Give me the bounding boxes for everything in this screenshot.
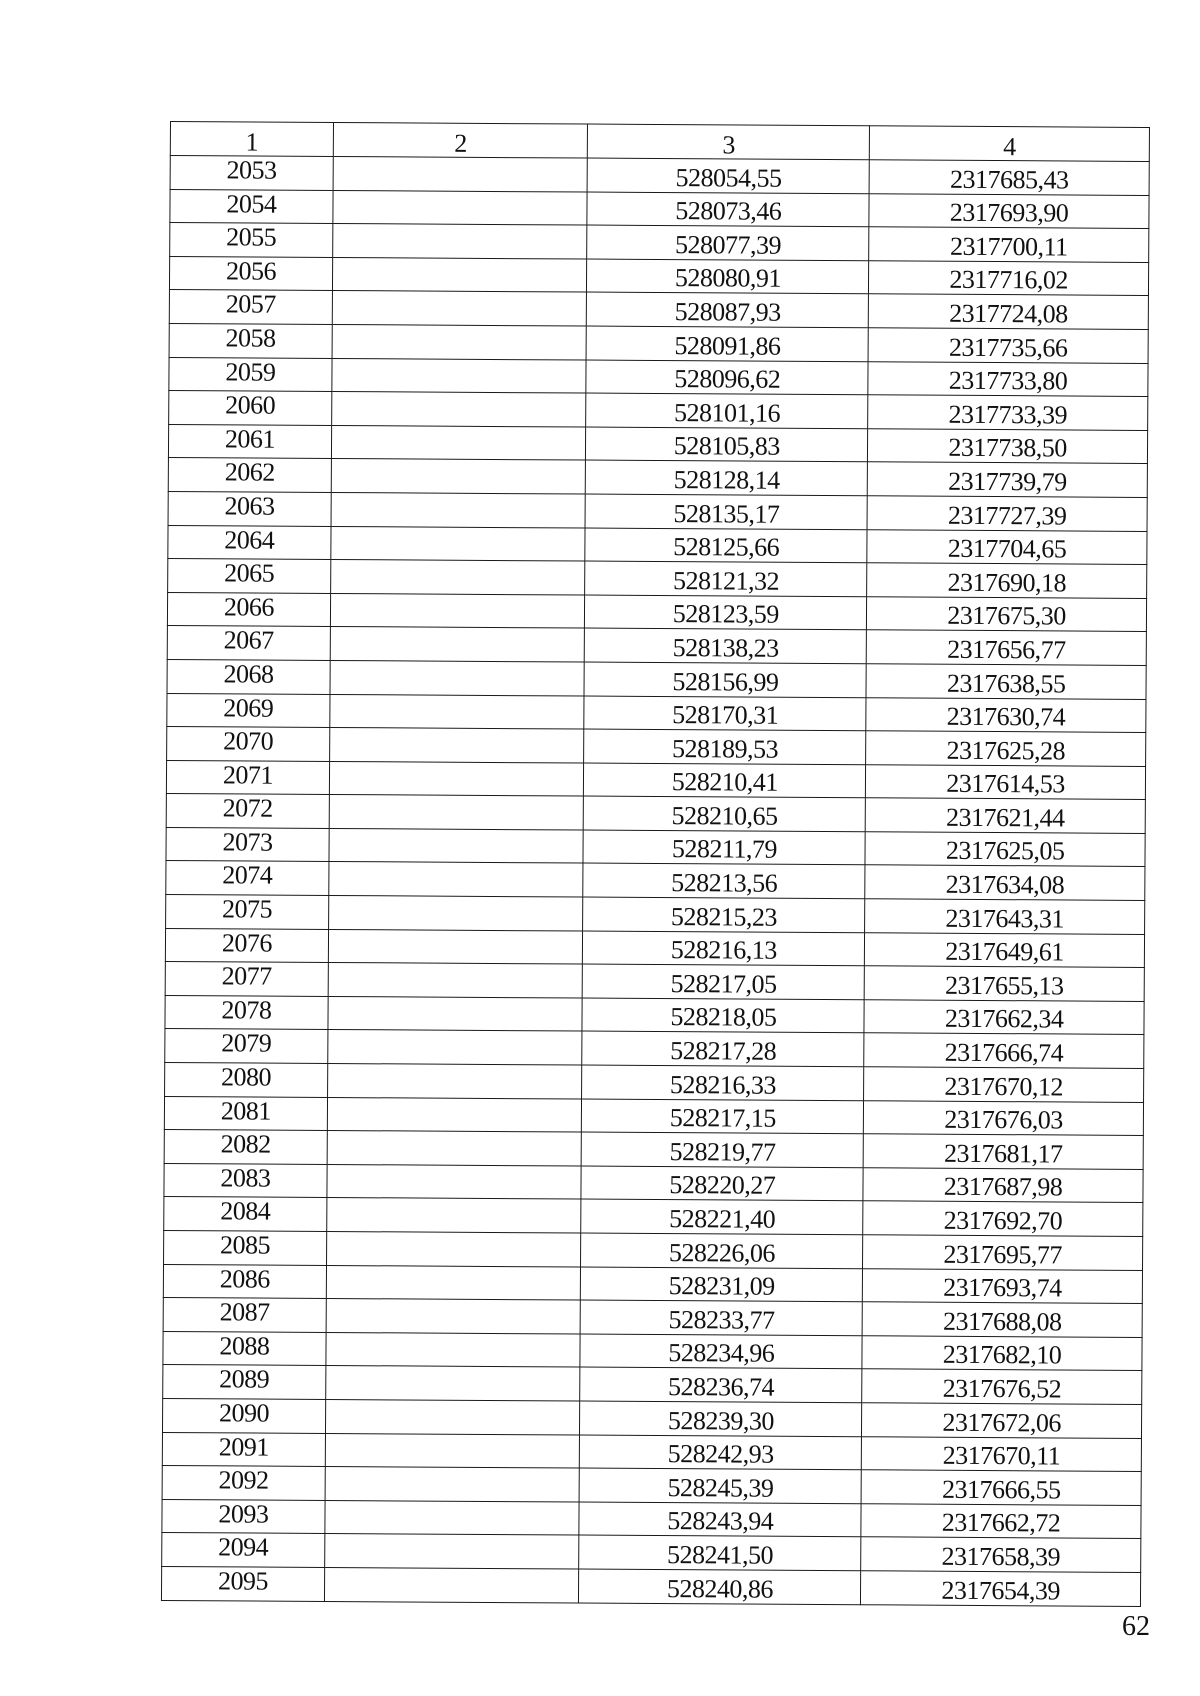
- page-number: 62: [1122, 1611, 1150, 1642]
- empty-cell: [325, 1467, 580, 1502]
- x-coordinate-cell: 528234,96: [580, 1334, 862, 1369]
- point-number-cell: 2084: [164, 1197, 327, 1232]
- y-coordinate-cell: 2317693,74: [863, 1268, 1143, 1303]
- empty-cell: [332, 291, 587, 326]
- x-coordinate-cell: 528125,66: [585, 528, 867, 563]
- point-number-cell: 2092: [162, 1466, 325, 1501]
- y-coordinate-cell: 2317634,08: [865, 865, 1145, 900]
- x-coordinate-cell: 528231,09: [581, 1267, 863, 1302]
- empty-cell: [327, 1097, 582, 1132]
- point-number-cell: 2074: [166, 861, 329, 896]
- point-number-cell: 2087: [163, 1298, 326, 1333]
- point-number-cell: 2080: [165, 1063, 328, 1098]
- y-coordinate-cell: 2317695,77: [863, 1235, 1143, 1270]
- point-number-cell: 2081: [164, 1096, 327, 1131]
- point-number-cell: 2088: [163, 1331, 326, 1366]
- point-number-cell: 2071: [166, 760, 329, 795]
- y-coordinate-cell: 2317682,10: [862, 1336, 1142, 1371]
- point-number-cell: 2091: [162, 1432, 325, 1467]
- y-coordinate-cell: 2317655,13: [864, 966, 1144, 1001]
- x-coordinate-cell: 528080,91: [587, 259, 869, 294]
- empty-cell: [327, 1064, 582, 1099]
- point-number-cell: 2070: [167, 727, 330, 762]
- empty-cell: [329, 728, 584, 763]
- x-coordinate-cell: 528135,17: [585, 494, 867, 529]
- y-coordinate-cell: 2317625,28: [866, 731, 1146, 766]
- y-coordinate-cell: 2317727,39: [867, 496, 1147, 531]
- point-number-cell: 2068: [167, 659, 330, 694]
- y-coordinate-cell: 2317739,79: [867, 462, 1147, 497]
- y-coordinate-cell: 2317675,30: [867, 596, 1147, 631]
- empty-cell: [329, 795, 584, 830]
- y-coordinate-cell: 2317738,50: [868, 429, 1148, 464]
- y-coordinate-cell: 2317690,18: [867, 563, 1147, 598]
- empty-cell: [328, 896, 583, 931]
- empty-cell: [332, 324, 587, 359]
- point-number-cell: 2064: [168, 525, 331, 560]
- point-number-cell: 2094: [162, 1533, 325, 1568]
- x-coordinate-cell: 528123,59: [585, 595, 867, 630]
- y-coordinate-cell: 2317692,70: [863, 1201, 1143, 1236]
- y-coordinate-cell: 2317656,77: [866, 630, 1146, 665]
- point-number-cell: 2093: [162, 1499, 325, 1534]
- y-coordinate-cell: 2317733,39: [868, 395, 1148, 430]
- point-number-cell: 2063: [168, 491, 331, 526]
- x-coordinate-cell: 528218,05: [582, 998, 864, 1033]
- x-coordinate-cell: 528210,65: [584, 796, 866, 831]
- empty-cell: [331, 526, 586, 561]
- x-coordinate-cell: 528073,46: [587, 192, 869, 227]
- y-coordinate-cell: 2317670,11: [861, 1436, 1141, 1471]
- empty-cell: [325, 1433, 580, 1468]
- x-coordinate-cell: 528217,15: [582, 1099, 864, 1134]
- x-coordinate-cell: 528213,56: [583, 864, 865, 899]
- x-coordinate-cell: 528217,05: [583, 964, 865, 999]
- point-number-cell: 2055: [170, 223, 333, 258]
- x-coordinate-cell: 528239,30: [580, 1401, 862, 1436]
- empty-cell: [330, 627, 585, 662]
- x-coordinate-cell: 528210,41: [584, 763, 866, 798]
- column-header: 2: [333, 122, 588, 158]
- x-coordinate-cell: 528189,53: [584, 729, 866, 764]
- x-coordinate-cell: 528221,40: [581, 1199, 863, 1234]
- point-number-cell: 2057: [169, 290, 332, 325]
- x-coordinate-cell: 528233,77: [581, 1300, 863, 1335]
- x-coordinate-cell: 528091,86: [587, 326, 869, 361]
- x-coordinate-cell: 528215,23: [583, 897, 865, 932]
- x-coordinate-cell: 528096,62: [586, 360, 868, 395]
- empty-cell: [326, 1332, 581, 1367]
- empty-cell: [328, 1030, 583, 1065]
- table-row: [161, 1566, 1140, 1606]
- point-number-cell: 2082: [164, 1130, 327, 1165]
- point-number-cell: 2073: [166, 827, 329, 862]
- empty-cell: [329, 828, 584, 863]
- x-coordinate-cell: 528236,74: [580, 1367, 862, 1402]
- point-number-cell: 2054: [170, 189, 333, 224]
- column-header: 3: [588, 124, 870, 160]
- empty-cell: [328, 963, 583, 998]
- x-coordinate-cell: 528216,13: [583, 931, 865, 966]
- x-coordinate-cell: 528217,28: [582, 1031, 864, 1066]
- y-coordinate-cell: 2317630,74: [866, 697, 1146, 732]
- point-number-cell: 2079: [165, 1029, 328, 1064]
- y-coordinate-cell: 2317733,80: [868, 361, 1148, 396]
- x-coordinate-cell: 528156,99: [584, 662, 866, 697]
- y-coordinate-cell: 2317666,55: [861, 1470, 1141, 1505]
- empty-cell: [330, 560, 585, 595]
- y-coordinate-cell: 2317625,05: [865, 832, 1145, 867]
- empty-cell: [330, 660, 585, 695]
- point-number-cell: 2065: [168, 559, 331, 594]
- y-coordinate-cell: 2317687,98: [863, 1168, 1143, 1203]
- coordinates-table: [161, 121, 1150, 1606]
- column-header: 1: [170, 122, 333, 157]
- empty-cell: [332, 358, 587, 393]
- y-coordinate-cell: 2317724,08: [868, 294, 1148, 329]
- point-number-cell: 2072: [166, 794, 329, 829]
- point-number-cell: 2095: [161, 1566, 324, 1601]
- point-number-cell: 2069: [167, 693, 330, 728]
- empty-cell: [327, 1131, 582, 1166]
- empty-cell: [331, 392, 586, 427]
- empty-cell: [331, 425, 586, 460]
- point-number-cell: 2090: [162, 1398, 325, 1433]
- y-coordinate-cell: 2317685,43: [869, 160, 1149, 195]
- point-number-cell: 2075: [166, 895, 329, 930]
- point-number-cell: 2083: [164, 1163, 327, 1198]
- x-coordinate-cell: 528054,55: [588, 158, 870, 193]
- x-coordinate-cell: 528121,32: [585, 561, 867, 596]
- empty-cell: [325, 1500, 580, 1535]
- empty-cell: [326, 1265, 581, 1300]
- y-coordinate-cell: 2317662,34: [864, 1000, 1144, 1035]
- y-coordinate-cell: 2317735,66: [868, 328, 1148, 363]
- y-coordinate-cell: 2317658,39: [861, 1537, 1141, 1572]
- point-number-cell: 2062: [168, 458, 331, 493]
- x-coordinate-cell: 528105,83: [586, 427, 868, 462]
- empty-cell: [329, 862, 584, 897]
- point-number-cell: 2066: [167, 592, 330, 627]
- empty-cell: [324, 1567, 579, 1602]
- x-coordinate-cell: 528128,14: [586, 460, 868, 495]
- y-coordinate-cell: 2317693,90: [869, 193, 1149, 228]
- empty-cell: [331, 492, 586, 527]
- y-coordinate-cell: 2317643,31: [865, 899, 1145, 934]
- y-coordinate-cell: 2317704,65: [867, 529, 1147, 564]
- point-number-cell: 2086: [163, 1264, 326, 1299]
- y-coordinate-cell: 2317614,53: [866, 764, 1146, 799]
- point-number-cell: 2085: [164, 1230, 327, 1265]
- empty-cell: [326, 1231, 581, 1266]
- x-coordinate-cell: 528242,93: [580, 1435, 862, 1470]
- empty-cell: [332, 257, 587, 292]
- point-number-cell: 2060: [169, 391, 332, 426]
- x-coordinate-cell: 528245,39: [580, 1468, 862, 1503]
- empty-cell: [333, 156, 588, 191]
- empty-cell: [327, 1198, 582, 1233]
- y-coordinate-cell: 2317700,11: [869, 227, 1149, 262]
- point-number-cell: 2058: [169, 323, 332, 358]
- point-number-cell: 2089: [163, 1365, 326, 1400]
- y-coordinate-cell: 2317662,72: [861, 1503, 1141, 1538]
- x-coordinate-cell: 528241,50: [579, 1535, 861, 1570]
- x-coordinate-cell: 528138,23: [585, 628, 867, 663]
- empty-cell: [326, 1366, 581, 1401]
- empty-cell: [332, 224, 587, 259]
- x-coordinate-cell: 528087,93: [587, 292, 869, 327]
- empty-cell: [325, 1399, 580, 1434]
- empty-cell: [329, 761, 584, 796]
- y-coordinate-cell: 2317681,17: [863, 1134, 1143, 1169]
- empty-cell: [328, 929, 583, 964]
- y-coordinate-cell: 2317638,55: [866, 664, 1146, 699]
- x-coordinate-cell: 528101,16: [586, 393, 868, 428]
- point-number-cell: 2056: [169, 256, 332, 291]
- point-number-cell: 2077: [165, 962, 328, 997]
- x-coordinate-cell: 528077,39: [587, 225, 869, 260]
- x-coordinate-cell: 528211,79: [583, 830, 865, 865]
- empty-cell: [327, 1164, 582, 1199]
- empty-cell: [324, 1534, 579, 1569]
- table-body: [161, 156, 1149, 1606]
- y-coordinate-cell: 2317666,74: [864, 1033, 1144, 1068]
- empty-cell: [333, 190, 588, 225]
- point-number-cell: 2076: [165, 928, 328, 963]
- x-coordinate-cell: 528216,33: [582, 1065, 864, 1100]
- empty-cell: [328, 996, 583, 1031]
- empty-cell: [331, 459, 586, 494]
- empty-cell: [326, 1299, 581, 1334]
- x-coordinate-cell: 528219,77: [582, 1132, 864, 1167]
- y-coordinate-cell: 2317654,39: [861, 1571, 1141, 1606]
- y-coordinate-cell: 2317672,06: [862, 1403, 1142, 1438]
- y-coordinate-cell: 2317676,52: [862, 1369, 1142, 1404]
- x-coordinate-cell: 528226,06: [581, 1233, 863, 1268]
- x-coordinate-cell: 528243,94: [579, 1502, 861, 1537]
- y-coordinate-cell: 2317688,08: [862, 1302, 1142, 1337]
- y-coordinate-cell: 2317649,61: [865, 932, 1145, 967]
- y-coordinate-cell: 2317621,44: [865, 798, 1145, 833]
- y-coordinate-cell: 2317716,02: [869, 261, 1149, 296]
- point-number-cell: 2059: [169, 357, 332, 392]
- point-number-cell: 2067: [167, 626, 330, 661]
- column-header: 4: [869, 126, 1149, 162]
- y-coordinate-cell: 2317670,12: [864, 1067, 1144, 1102]
- x-coordinate-cell: 528220,27: [581, 1166, 863, 1201]
- empty-cell: [330, 694, 585, 729]
- point-number-cell: 2053: [170, 156, 333, 191]
- empty-cell: [330, 593, 585, 628]
- y-coordinate-cell: 2317676,03: [864, 1100, 1144, 1135]
- x-coordinate-cell: 528170,31: [584, 696, 866, 731]
- point-number-cell: 2078: [165, 995, 328, 1030]
- x-coordinate-cell: 528240,86: [579, 1569, 861, 1604]
- point-number-cell: 2061: [168, 424, 331, 459]
